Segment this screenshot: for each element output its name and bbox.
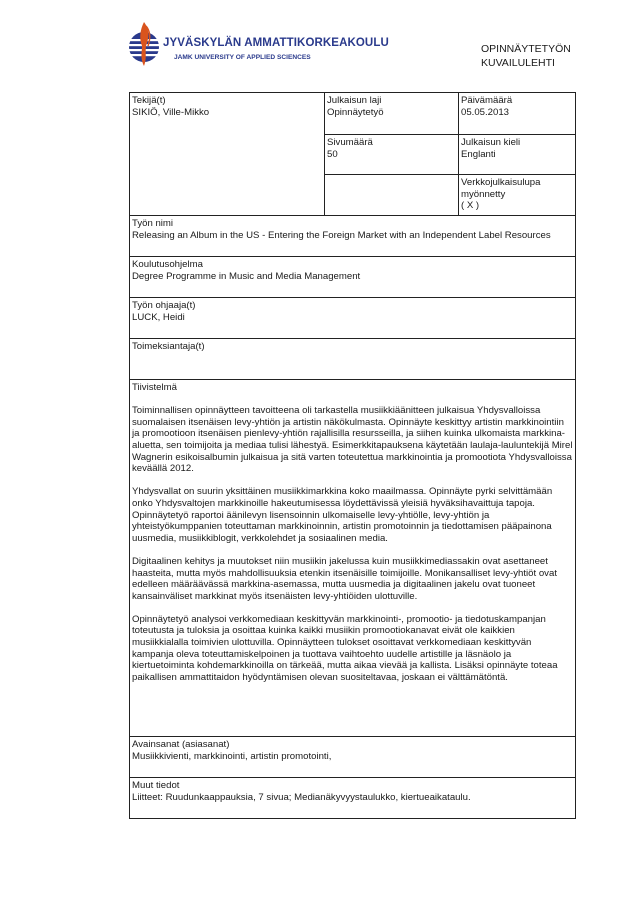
jamk-emblem-icon [127, 20, 161, 72]
pages-cell [324, 134, 458, 174]
doc-type-line-1: OPINNÄYTETYÖN [481, 43, 571, 55]
supervisor-cell [130, 297, 575, 338]
keywords-label: Avainsanat (asiasanat) [132, 739, 230, 750]
jamk-logo [127, 20, 389, 72]
permission-cell [458, 174, 575, 215]
permission-label-1: Verkkojulkaisulupa [461, 177, 541, 188]
abstract-paragraph: Toiminnallisen opinnäytteen tavoitteena oli tarkastella musiikkiäänitteen julkaisua Yhdysvalloissa suomalaisen itsenäisen levy-yhtiön ja artistin näkökulmasta. Opinnäyte keskittyy artistin markkinointiin ja promootioon itsenäisen pienlevy-yhtiön rajallisilla resursseilla, ja siihen kuinka ulkomaista markkina-aluetta, sen toimijoita ja mediaa tulisi lähestyä. Esimerkkitapauksena käytetään laulaja-lauluntekijä Mirel Wagnerin esikoisalbumin julkaisua ja sitä varten toteutettua markkinointia ja promootiota Yhdysvalloissa keväällä 2012. [132, 405, 573, 475]
permission-label-2: myönnetty [461, 188, 506, 200]
doc-type-line-2: KUVAILULEHTI [481, 57, 555, 69]
date-cell [458, 93, 575, 134]
keywords-cell [130, 736, 575, 777]
other-info-cell [130, 777, 575, 818]
supervisor-label: Työn ohjaaja(t) [132, 300, 196, 311]
abstract-paragraph: Digitaalinen kehitys ja muutokset niin musiikin jakelussa kuin musiikkimediassakin ovat asettaneet haasteita, mutta myös mahdollisuuksia etenkin itsenäisille toimijoille. Monikansalliset levy-yhtiöt ovat edelleen määräävässä markkina-asemassa, mutta uusmedia ja digitaalinen jakelu ovat tuoneet kansainväliset markkinat myös itsenäisten levy-yhtiöiden ulottuville. [132, 555, 557, 602]
abstract-cell [130, 379, 575, 736]
abstract-label: Tiivistelmä [132, 382, 177, 393]
abstract-paragraph: Yhdysvallat on suurin yksittäinen musiikkimarkkina koko maailmassa. Opinnäyte pyrki selvittämään onko Yhdysvaltojen markkinoille hakeutumisessa löydettävissä yleisiä hyväksihavaittuja tapoja. Opinnäytetyö raportoi äänilevyn lisensoinnin ulkomaiselle levy-yhtiölle, levy-yhtiön ja yhteistyökumppanien toteuttaman markkinoinnin, artistin promotoinnin ja tiedottamisen pääpainona uusmedia, musiikkiblogit, verkkolehdet ja sosiaalinen media. [132, 486, 553, 544]
empty-cell [324, 174, 458, 215]
keywords-value: Musiikkivienti, markkinointi, artistin promotointi, [132, 750, 332, 762]
programme-value: Degree Programme in Music and Media Management [132, 270, 361, 282]
author-label: Tekijä(t) [132, 95, 166, 106]
pages-label: Sivumäärä [327, 137, 373, 148]
publication-type-label: Julkaisun laji [327, 95, 382, 106]
language-cell [458, 134, 575, 174]
author-value: SIKIÖ, Ville-Mikko [132, 106, 210, 118]
author-cell [130, 93, 324, 215]
date-label: Päivämäärä [461, 95, 513, 106]
date-value: 05.05.2013 [461, 106, 510, 118]
programme-label: Koulutusohjelma [132, 259, 203, 270]
language-label: Julkaisun kieli [461, 137, 521, 148]
title-label: Työn nimi [132, 218, 174, 229]
other-info-label: Muut tiedot [132, 780, 180, 791]
document-type [481, 42, 571, 70]
other-info-value: Liitteet: Ruudunkaappauksia, 7 sivua; Medianäkyvyystaulukko, kiertueaikataulu. [132, 791, 471, 803]
publication-type-cell [324, 93, 458, 134]
description-form [129, 92, 576, 819]
commissioner-label: Toimeksiantaja(t) [132, 341, 205, 352]
pages-value: 50 [327, 148, 338, 160]
title-cell [130, 215, 575, 256]
language-value: Englanti [461, 148, 496, 160]
abstract-paragraph: Opinnäytetyö analysoi verkkomediaan keskittyvän markkinointi-, promootio- ja tiedotuskampanjan toteutusta ja tuloksia ja osoittaa kuinka kaikki musiikin promootiokanavat eivät ole kaikkien musiikkialalla toimivien ulottuvilla. Opinnäytteen tulokset osoittavat verkkomediaan keskittyvän kampanja oleva toteuttamiskelpoinen ja tuottava vaihtoehto uudelle artistille ja läsnäolo ja kiertuetoiminta kohdemarkkinoilla on tärkeää, mutta aikaa vievää ja kallista. Lisäksi opinnäyte toteaa paikallisen ammattitaidon hyödyntämisen olevan suositeltavaa, joskaan ei välttämätöntä. [132, 613, 558, 683]
institution-name-en: JAMK UNIVERSITY OF APPLIED SCIENCES [174, 54, 311, 61]
programme-cell [130, 256, 575, 297]
title-value: Releasing an Album in the US - Entering the Foreign Market with an Independent Label Resources [132, 229, 551, 241]
institution-name: JYVÄSKYLÄN AMMATTIKORKEAKOULU [163, 37, 389, 49]
permission-value: ( X ) [461, 200, 480, 212]
supervisor-value: LUCK, Heidi [132, 311, 185, 323]
publication-type-value: Opinnäytetyö [327, 106, 384, 118]
commissioner-cell [130, 338, 575, 379]
